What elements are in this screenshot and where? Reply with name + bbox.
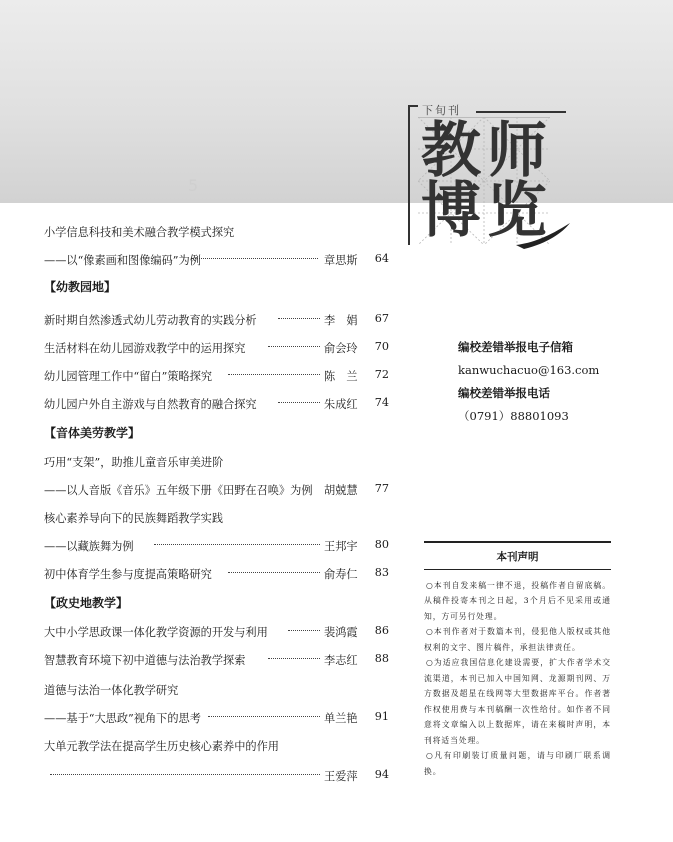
- entry-page: 88: [374, 652, 389, 665]
- section-heading: 【政史地教学】: [44, 596, 129, 610]
- entry-subtitle: ——基于“大思政”视角下的思考: [44, 712, 201, 725]
- masthead-rule-top-right: [476, 111, 566, 113]
- masthead-rule-left: [408, 105, 410, 245]
- title-char-2: 师: [487, 116, 547, 186]
- title-char-3: 博: [421, 176, 481, 246]
- entry-author: 陈 兰: [324, 370, 358, 383]
- entry-author: 俞寿仁: [324, 568, 358, 581]
- statement-title: 本刊声明: [496, 550, 539, 563]
- entry-author: 俞会玲: [324, 342, 358, 355]
- entry-title: 幼儿园管理工作中“留白”策略探究: [44, 370, 213, 383]
- leader-dots: [268, 658, 320, 659]
- leader-dots: [208, 716, 320, 717]
- phone-label: 编校差错举报电话: [458, 386, 550, 400]
- entry-title: 大单元教学法在提高学生历史核心素养中的作用: [44, 740, 279, 753]
- entry-author: 章思斯: [324, 254, 358, 267]
- entry-author: 李 娟: [324, 314, 358, 327]
- title-char-4: 览: [487, 176, 547, 246]
- entry-page: 80: [374, 538, 389, 551]
- entry-subtitle: ——以人音版《音乐》五年级下册《田野在召唤》为例: [44, 484, 313, 497]
- entry-title: 道德与法治一体化教学研究: [44, 684, 179, 697]
- statement-paragraph: ○为适应我国信息化建设需要，扩大作者学术交流渠道，本刊已加入中国知网、龙源期刊网、万方数据及超星在线网等大型数据库平台。作者著作权使用费与本刊稿酬一次性给付。如作者不同意将文章编入以上数据库，请在来稿时声明，本刊将适当处理。: [424, 658, 611, 745]
- header-banner: [0, 0, 673, 203]
- entry-title: 新时期自然渗透式幼儿劳动教育的实践分析: [44, 314, 257, 327]
- journal-statement: [424, 541, 611, 779]
- entry-author: 胡兢慧: [324, 484, 358, 497]
- entry-page: 94: [374, 768, 389, 781]
- leader-dots: [288, 630, 320, 631]
- leader-dots: [228, 374, 320, 375]
- entry-page: 77: [374, 482, 389, 495]
- leader-dots: [50, 774, 320, 775]
- leader-dots: [278, 402, 320, 403]
- entry-title: 生活材料在幼儿园游戏教学中的运用探究: [44, 342, 246, 355]
- email-address[interactable]: kanwuchacuo@163.com: [458, 363, 600, 377]
- entry-author: 李志红: [324, 654, 358, 667]
- leader-dots: [192, 258, 318, 259]
- masthead-rule-top: [408, 105, 418, 107]
- entry-title: 初中体育学生参与度提高策略研究: [44, 568, 212, 581]
- entry-title: 巧用“支架”，助推儿童音乐审美进阶: [44, 456, 224, 469]
- entry-author: 王邦宇: [324, 540, 358, 553]
- brush-stroke-icon: [514, 221, 574, 251]
- masthead: [404, 97, 564, 247]
- entry-page: 86: [374, 624, 389, 637]
- entry-title: 智慧教育环境下初中道德与法治教学探索: [44, 654, 246, 667]
- leader-dots: [278, 318, 320, 319]
- leader-dots: [268, 346, 320, 347]
- entry-subtitle: ——以藏族舞为例: [44, 540, 134, 553]
- entry-author: 王爱萍: [324, 770, 358, 783]
- statement-paragraph: ○本刊自发来稿一律不退，投稿作者自留底稿。从稿件投寄本刊之日起，3个月后不见采用或通知，方可另行处理。: [424, 580, 611, 621]
- entry-title: 小学信息科技和美术融合教学模式探究: [44, 226, 235, 239]
- entry-title: 核心素养导向下的民族舞蹈教学实践: [44, 512, 224, 525]
- title-char-1: 教: [421, 116, 481, 186]
- leader-dots: [228, 572, 320, 573]
- entry-page: 67: [374, 312, 389, 325]
- statement-paragraph: ○凡有印刷装订质量问题，请与印刷厂联系调换。: [424, 751, 611, 776]
- entry-author: 单兰艳: [324, 712, 358, 725]
- section-heading: 【幼教园地】: [44, 280, 117, 294]
- entry-page: 70: [374, 340, 389, 353]
- title-grid: [418, 117, 550, 245]
- issue-tag: 下旬刊: [422, 104, 461, 117]
- entry-page: 83: [374, 566, 389, 579]
- entry-author: 裴鸿霞: [324, 626, 358, 639]
- statement-body: [424, 570, 611, 780]
- leader-dots: [154, 544, 320, 545]
- statement-paragraph: ○本刊作者对于数篇本刊，侵犯他人版权或其他权利的文字、图片稿件，承担法律责任。: [424, 627, 611, 652]
- banner-watermark: 5: [188, 176, 199, 195]
- entry-title: 幼儿园户外自主游戏与自然教育的融合探究: [44, 398, 257, 411]
- entry-page: 91: [374, 710, 389, 723]
- phone-number: （0791）88801093: [458, 409, 569, 423]
- contact-info: [458, 336, 599, 428]
- entry-page: 72: [374, 368, 389, 381]
- entry-title: 大中小学思政课一体化教学资源的开发与利用: [44, 626, 268, 639]
- entry-author: 朱成红: [324, 398, 358, 411]
- section-heading: 【音体美劳教学】: [44, 426, 141, 440]
- email-label: 编校差错举报电子信箱: [458, 340, 573, 354]
- entry-subtitle: ——以“像素画和图像编码”为例: [44, 254, 201, 267]
- entry-page: 74: [374, 396, 389, 409]
- entry-page: 64: [374, 252, 389, 265]
